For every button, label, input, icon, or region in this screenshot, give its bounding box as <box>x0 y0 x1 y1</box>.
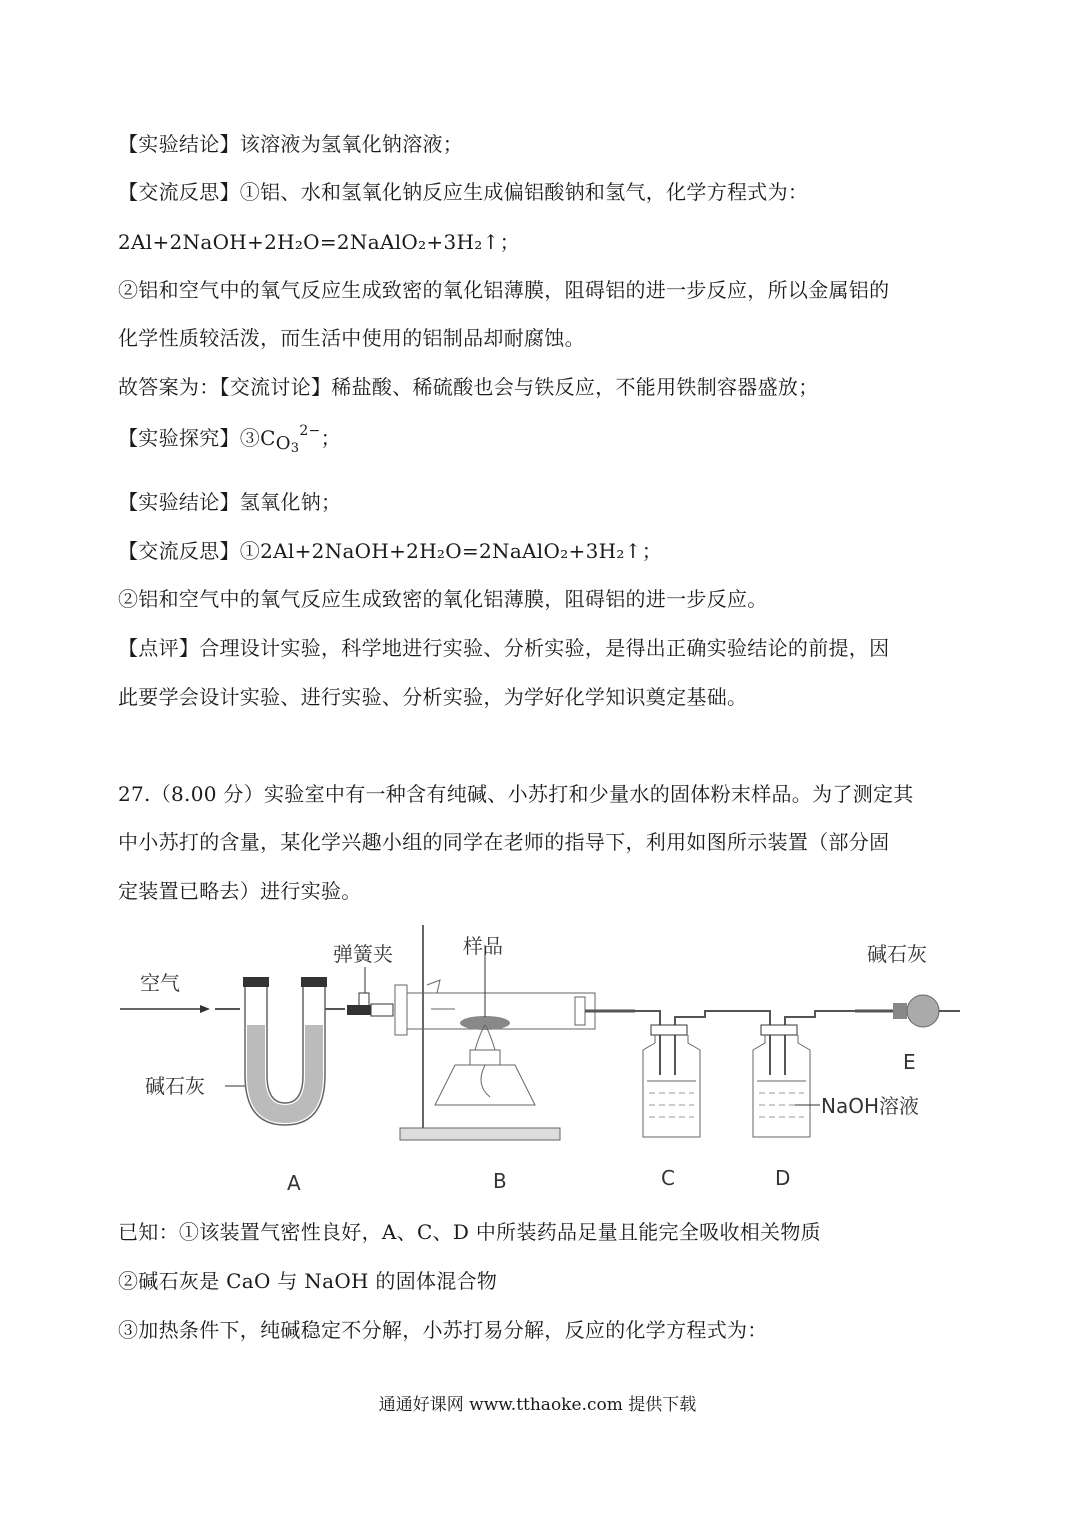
line-explore <box>118 424 341 456</box>
line-14: 定装置已略去）进行实验。 <box>118 879 362 903</box>
u-tube-a <box>215 977 345 1125</box>
air-label: 空气 <box>140 971 180 995</box>
label-e: E <box>903 1050 916 1074</box>
line-12: 27.（8.00 分）实验室中有一种含有纯碱、小苏打和少量水的固体粉末样品。为了测定其 <box>118 782 914 806</box>
line-2: 【交流反思】①铝、水和氢氧化钠反应生成偏铝酸钠和氢气，化学方程式为： <box>118 180 809 204</box>
line-17: ③加热条件下，纯碱稳定不分解，小苏打易分解，反应的化学方程式为： <box>118 1318 768 1342</box>
sodalime-e-label: 碱石灰 <box>867 942 927 966</box>
line-13: 中小苏打的含量，某化学兴趣小组的同学在老师的指导下，利用如图所示装置（部分固 <box>118 830 890 854</box>
explore-sub: 3 <box>290 441 300 456</box>
clip-label: 弹簧夹 <box>333 942 393 966</box>
heating-tube-b <box>371 925 635 1140</box>
line-8: 【交流反思】①2Al+2NaOH+2H₂O=2NaAlO₂+3H₂↑； <box>118 539 663 563</box>
naoh-label: NaOH溶液 <box>821 1094 919 1118</box>
line-6: 故答案为：【交流讨论】稀盐酸、稀硫酸也会与铁反应，不能用铁制容器盛放； <box>118 375 819 399</box>
line-4: ②铝和空气中的氧气反应生成致密的氧化铝薄膜，阻碍铝的进一步反应，所以金属铝的 <box>118 278 890 302</box>
explore-sup: 2− <box>299 423 321 439</box>
drying-tube-e <box>855 995 960 1027</box>
line-16: ②碱石灰是 CaO 与 NaOH 的固体混合物 <box>118 1269 498 1293</box>
label-b: B <box>493 1169 507 1193</box>
label-d: D <box>775 1166 791 1190</box>
apparatus-diagram <box>115 925 965 1200</box>
line-15: 已知：①该装置气密性良好，A、C、D 中所装药品足量且能完全吸收相关物质 <box>118 1220 821 1244</box>
explore-suffix: ； <box>320 426 341 450</box>
bottle-d <box>735 1011 855 1137</box>
explore-prefix: 【实验探究】③C <box>118 426 276 450</box>
label-a: A <box>287 1171 301 1195</box>
sodalime-a-label: 碱石灰 <box>145 1074 205 1098</box>
line-11: 此要学会设计实验、进行实验、分析实验，为学好化学知识奠定基础。 <box>118 685 748 709</box>
line-1: 【实验结论】该溶液为氢氧化钠溶液； <box>118 132 464 156</box>
bottle-c <box>635 1011 735 1137</box>
line-9: ②铝和空气中的氧气反应生成致密的氧化铝薄膜，阻碍铝的进一步反应。 <box>118 587 768 611</box>
sample-pile <box>460 1016 510 1030</box>
line-7: 【实验结论】氢氧化钠； <box>118 490 342 514</box>
line-5: 化学性质较活泼，而生活中使用的铝制品却耐腐蚀。 <box>118 326 585 350</box>
label-c: C <box>661 1166 675 1190</box>
footer: 通通好课网 www.tthaoke.com 提供下载 <box>378 1395 697 1415</box>
sample-label: 样品 <box>463 934 503 958</box>
line-10: 【点评】合理设计实验，科学地进行实验、分析实验，是得出正确实验结论的前提，因 <box>118 636 890 660</box>
line-3: 2Al+2NaOH+2H₂O=2NaAlO₂+3H₂↑； <box>118 230 520 254</box>
explore-o: O <box>275 433 291 454</box>
